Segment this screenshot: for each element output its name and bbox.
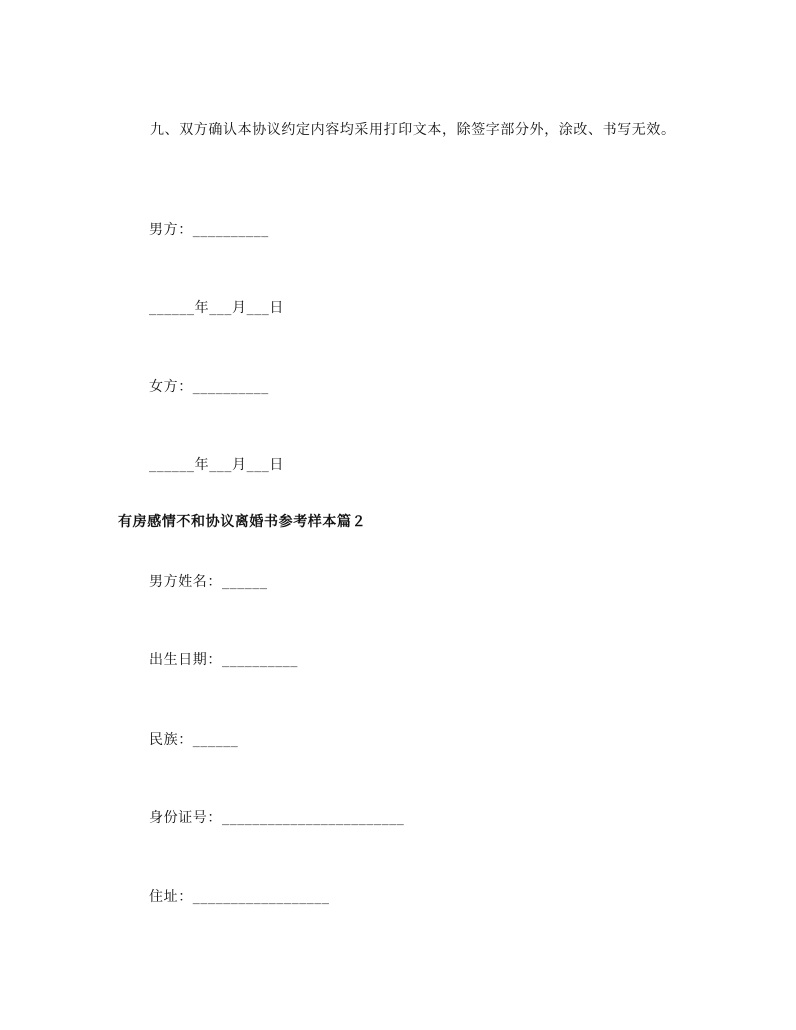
female-signature-line: 女方：__________ <box>149 379 269 395</box>
section-heading: 有房感情不和协议离婚书参考样本篇２ <box>118 514 367 530</box>
male-signature-line: 男方：__________ <box>149 222 269 238</box>
male-name-field: 男方姓名：______ <box>149 574 268 590</box>
id-number-field: 身份证号：________________________ <box>149 810 405 826</box>
address-field: 住址：__________________ <box>149 889 330 905</box>
ethnicity-field: 民族：______ <box>149 732 239 748</box>
female-signature-date: ______年___月___日 <box>149 457 284 473</box>
male-signature-date: ______年___月___日 <box>149 300 284 316</box>
birth-date-field: 出生日期：__________ <box>149 652 298 668</box>
clause-nine-paragraph: 九、双方确认本协议约定内容均采用打印文本，除签字部分外，涂改、书写无效。 <box>150 122 676 138</box>
